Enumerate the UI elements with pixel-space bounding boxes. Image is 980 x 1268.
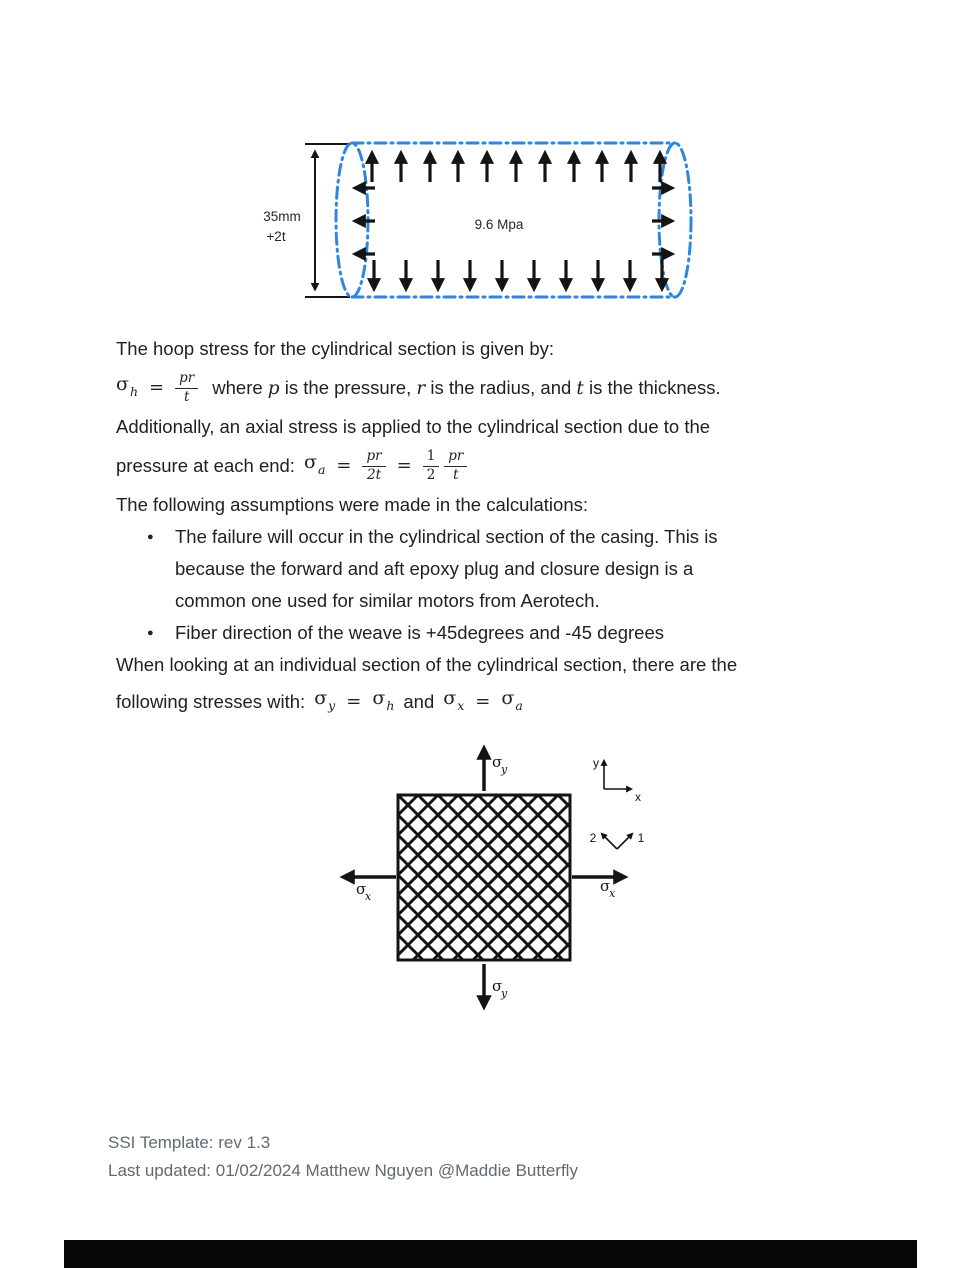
axis-2-label: 2 — [589, 831, 597, 845]
bottom-bar — [64, 1240, 917, 1268]
sigma-y-term — [314, 682, 335, 722]
axis-x-label: x — [635, 790, 641, 804]
sigma-y-top-label: σ — [492, 753, 503, 771]
stress-arrows — [344, 749, 624, 1006]
fraction-pr-2t — [362, 449, 385, 483]
fraction-denominator: 2t — [367, 466, 382, 483]
sigma-a-term — [304, 446, 325, 486]
sigma-symbol: σ — [443, 687, 457, 709]
text-run: is the radius, and — [425, 376, 577, 398]
sigma-h-term — [116, 368, 138, 408]
sigma-symbol: σ — [116, 373, 129, 395]
var-t: t — [576, 377, 584, 399]
sigma-symbol: σ — [314, 687, 328, 709]
sigma-y-top-sub: y — [501, 763, 508, 776]
bullet-text: common one used for similar motors from Aerotech. — [175, 590, 600, 611]
fraction-pr-t — [175, 371, 198, 405]
axial-stress-formula-line — [116, 443, 888, 489]
fraction-denominator: t — [453, 466, 459, 483]
equals-sign: = — [336, 455, 352, 476]
sigma-x-right-label: σ — [600, 877, 611, 895]
sigma-y-bottom-sub: y — [501, 987, 508, 1000]
hoop-stress-formula-line — [116, 365, 888, 411]
text-run: is the thickness. — [583, 376, 721, 398]
axial-prefix: pressure at each end: — [116, 455, 295, 476]
pressure-label: 9.6 Mpa — [474, 217, 524, 232]
dimension-indicator — [305, 144, 350, 297]
fraction-numerator: pr — [444, 449, 467, 467]
weave-hatch — [398, 795, 570, 960]
formula-explanation — [212, 372, 720, 405]
fraction-numerator: 1 — [423, 449, 440, 467]
fraction-numerator: pr — [175, 371, 198, 389]
fraction-one-half — [423, 449, 440, 483]
document-footer — [108, 1129, 578, 1185]
sigma-symbol: σ — [372, 687, 386, 709]
subscript-h: h — [129, 384, 139, 399]
bullet-item-failure-line3 — [116, 585, 888, 617]
dimension-label-bottom: +2t — [266, 229, 286, 244]
paragraph-section-line1: When looking at an individual section of the cylindrical section, there are the — [116, 654, 738, 675]
stress-prefix: following stresses with: — [116, 691, 306, 712]
stress-equality-line — [116, 681, 888, 723]
sigma-symbol: σ — [501, 687, 515, 709]
footer-last-updated: Last updated: 01/02/2024 Matthew Nguyen @Maddie Butterfly — [108, 1161, 578, 1180]
text-run: is the pressure, — [279, 376, 417, 398]
subscript-a: a — [515, 698, 523, 713]
sigma-x-right-sub: x — [609, 887, 616, 900]
bullet-icon: ● — [147, 627, 154, 639]
bullet-text: Fiber direction of the weave is +45degrees and -45 degrees — [175, 622, 665, 643]
fraction-numerator: pr — [362, 449, 385, 467]
document-body — [116, 333, 888, 723]
subscript-y: y — [328, 698, 336, 713]
fraction-denominator: 2 — [426, 466, 436, 483]
sigma-h-term — [372, 682, 394, 722]
var-r: r — [416, 377, 426, 399]
sigma-x-term — [443, 682, 464, 722]
fraction-denominator: t — [183, 388, 190, 405]
dimension-label-top: 35mm — [263, 209, 301, 224]
conjunction-and: and — [403, 691, 435, 712]
material-axes — [602, 834, 632, 849]
paragraph-axial-line1: Additionally, an axial stress is applied to the cylindrical section due to the — [116, 416, 711, 437]
sigma-x-left-sub: x — [365, 890, 372, 903]
subscript-h: h — [386, 698, 395, 713]
axis-1-label: 1 — [637, 831, 645, 845]
fraction-pr-t — [444, 449, 467, 483]
bullet-icon: ● — [147, 531, 154, 543]
var-p: p — [267, 377, 280, 399]
bullet-item-failure-line1 — [116, 521, 888, 553]
sigma-a-term — [501, 682, 522, 722]
cylinder-pressure-diagram — [228, 112, 733, 322]
bullet-text: because the forward and aft epoxy plug and closure design is a — [175, 558, 694, 579]
sigma-symbol: σ — [303, 451, 317, 473]
subscript-a: a — [317, 462, 326, 477]
equals-sign: = — [475, 691, 491, 712]
axis-y-label: y — [593, 756, 599, 770]
bullet-text: The failure will occur in the cylindrical section of the casing. This is — [175, 526, 718, 547]
text-run: where — [212, 376, 268, 398]
equals-sign: = — [396, 455, 412, 476]
subscript-x: x — [457, 698, 465, 713]
equals-sign: = — [149, 377, 165, 398]
paragraph-assumptions: The following assumptions were made in the calculations: — [116, 494, 588, 515]
bullet-item-fiber — [116, 617, 888, 649]
equals-sign: = — [346, 691, 362, 712]
xy-axes — [604, 761, 631, 789]
footer-template-rev: SSI Template: rev 1.3 — [108, 1133, 271, 1152]
sigma-y-bottom-label: σ — [492, 977, 503, 995]
paragraph-hoop-intro: The hoop stress for the cylindrical section is given by: — [116, 338, 555, 359]
weave-stress-diagram — [318, 733, 668, 1028]
sigma-x-left-label: σ — [356, 880, 367, 898]
bullet-item-failure-line2 — [116, 553, 888, 585]
